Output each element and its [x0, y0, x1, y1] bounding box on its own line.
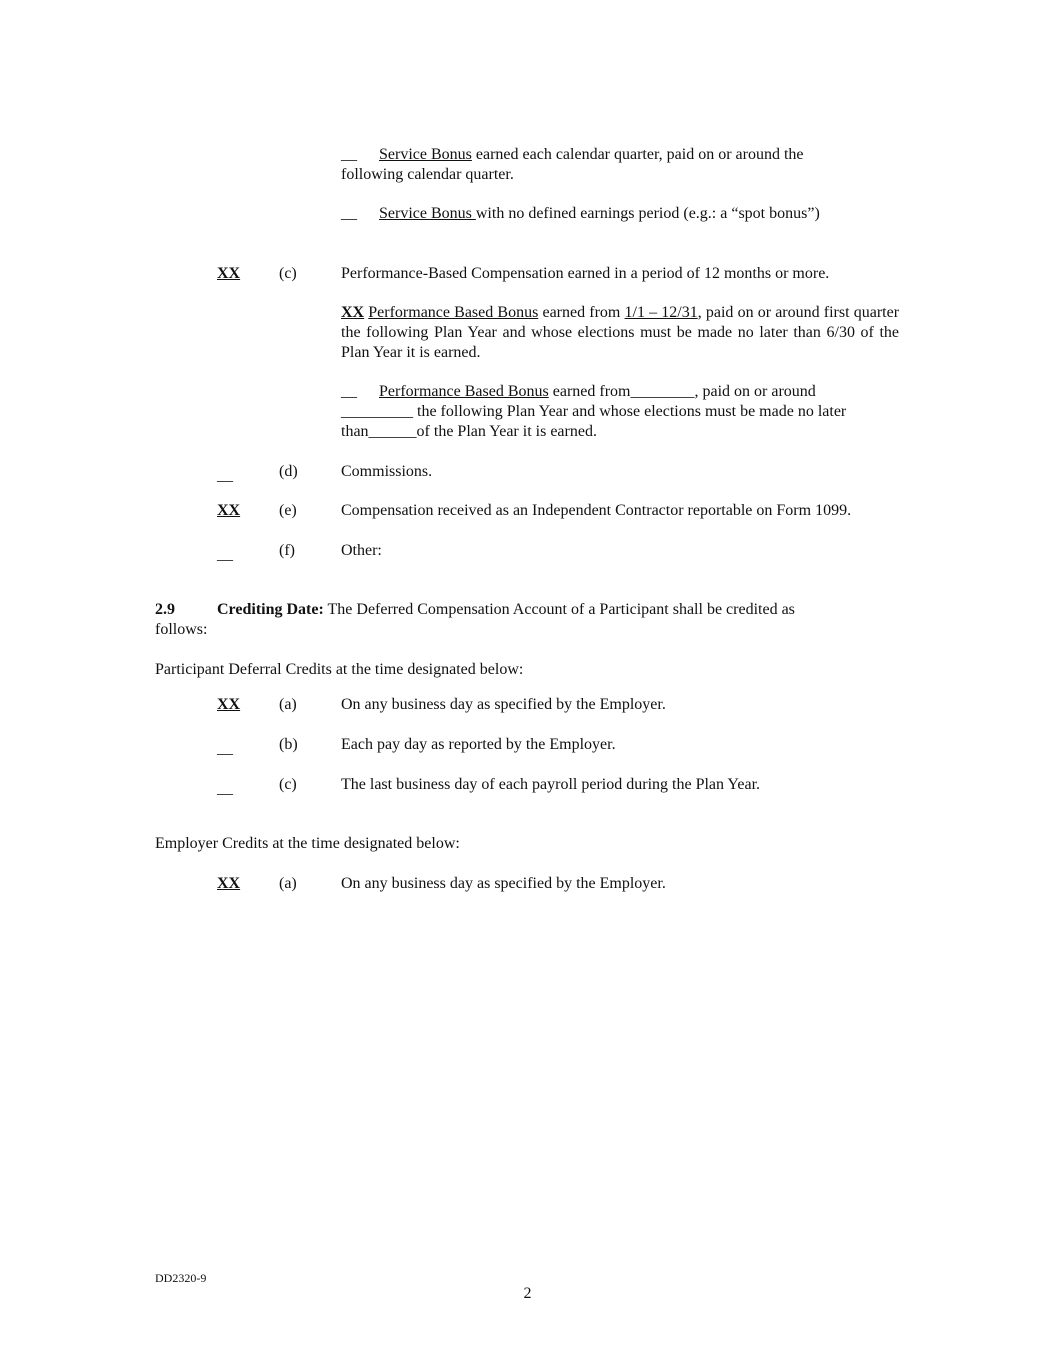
item-e-letter: (e): [279, 502, 297, 519]
performance-bonus-option-2: [341, 382, 899, 442]
participant-item-c-letter: (c): [279, 776, 297, 793]
option-mark: __: [341, 205, 357, 222]
item-d-letter: (d): [279, 463, 298, 480]
employer-item-a-letter: (a): [279, 875, 297, 892]
service-bonus-quarterly-option: [341, 145, 899, 185]
item-e-text: Compensation received as an Independent Contractor reportable on Form 1099.: [341, 502, 852, 519]
employer-intro: Employer Credits at the time designated below:: [155, 835, 460, 852]
participant-item-c-text: The last business day of each payroll period during the Plan Year.: [341, 776, 761, 793]
participant-item-c-mark: __: [217, 780, 233, 797]
option-text: earned each calendar quarter, paid on or around the: [471, 146, 804, 163]
section-text: The Deferred Compensation Account of a Participant shall be credited as: [323, 601, 795, 618]
participant-intro: Participant Deferral Credits at the time designated below:: [155, 661, 524, 678]
item-e-mark: XX: [217, 502, 241, 519]
option-mark: XX: [341, 304, 365, 321]
participant-item-a-mark: XX: [217, 696, 241, 713]
item-f-text: Other:: [341, 542, 382, 559]
participant-item-b-mark: __: [217, 740, 233, 757]
option-text: earned from________, paid on or around: [548, 383, 816, 400]
item-f-mark: __: [217, 546, 233, 563]
document-code: DD2320-9: [155, 1271, 207, 1285]
section-heading: Crediting Date:: [217, 601, 324, 618]
item-c-mark: XX: [217, 265, 241, 282]
page-number: 2: [523, 1285, 532, 1302]
option-text: with no defined earnings period (e.g.: a “spot bonus”): [475, 205, 820, 222]
option-text-rest: , paid on or around first quarter the following Plan Year and whose elections must be made no later than 6/30 of the Plan Year it is earned.: [341, 304, 900, 361]
option-mark: __: [341, 383, 357, 400]
employer-item-a-mark: XX: [217, 875, 241, 892]
service-bonus-label: Service Bonus: [379, 146, 472, 163]
participant-item-a-letter: (a): [279, 696, 297, 713]
participant-item-b-letter: (b): [279, 736, 298, 753]
participant-item-b-text: Each pay day as reported by the Employer.: [341, 736, 616, 753]
service-bonus-spot-option: [341, 204, 899, 224]
employer-item-a-text: On any business day as specified by the Employer.: [341, 875, 666, 892]
item-d-text: Commissions.: [341, 463, 433, 480]
participant-item-a-text: On any business day as specified by the Employer.: [341, 696, 666, 713]
item-f-letter: (f): [279, 542, 295, 559]
section-2-9-paragraph: [155, 600, 855, 640]
item-c-letter: (c): [279, 265, 297, 282]
option-text: earned from: [538, 304, 625, 321]
performance-bonus-label: Performance Based Bonus: [368, 304, 539, 321]
section-text-line2: follows:: [155, 621, 208, 638]
option-text-line2: following calendar quarter.: [341, 166, 514, 183]
section-number: 2.9: [155, 601, 175, 618]
service-bonus-label: Service Bonus: [379, 205, 476, 222]
option-text-line3: than______of the Plan Year it is earned.: [341, 423, 597, 440]
performance-bonus-label: Performance Based Bonus: [379, 383, 549, 400]
earning-period: 1/1 – 12/31: [624, 304, 698, 321]
option-text-line2: _________ the following Plan Year and whose elections must be made no later: [341, 403, 847, 420]
item-d-mark: __: [217, 467, 233, 484]
performance-bonus-option-1: [341, 303, 899, 363]
option-mark: __: [341, 146, 357, 163]
item-c-text: Performance-Based Compensation earned in a period of 12 months or more.: [341, 265, 830, 282]
